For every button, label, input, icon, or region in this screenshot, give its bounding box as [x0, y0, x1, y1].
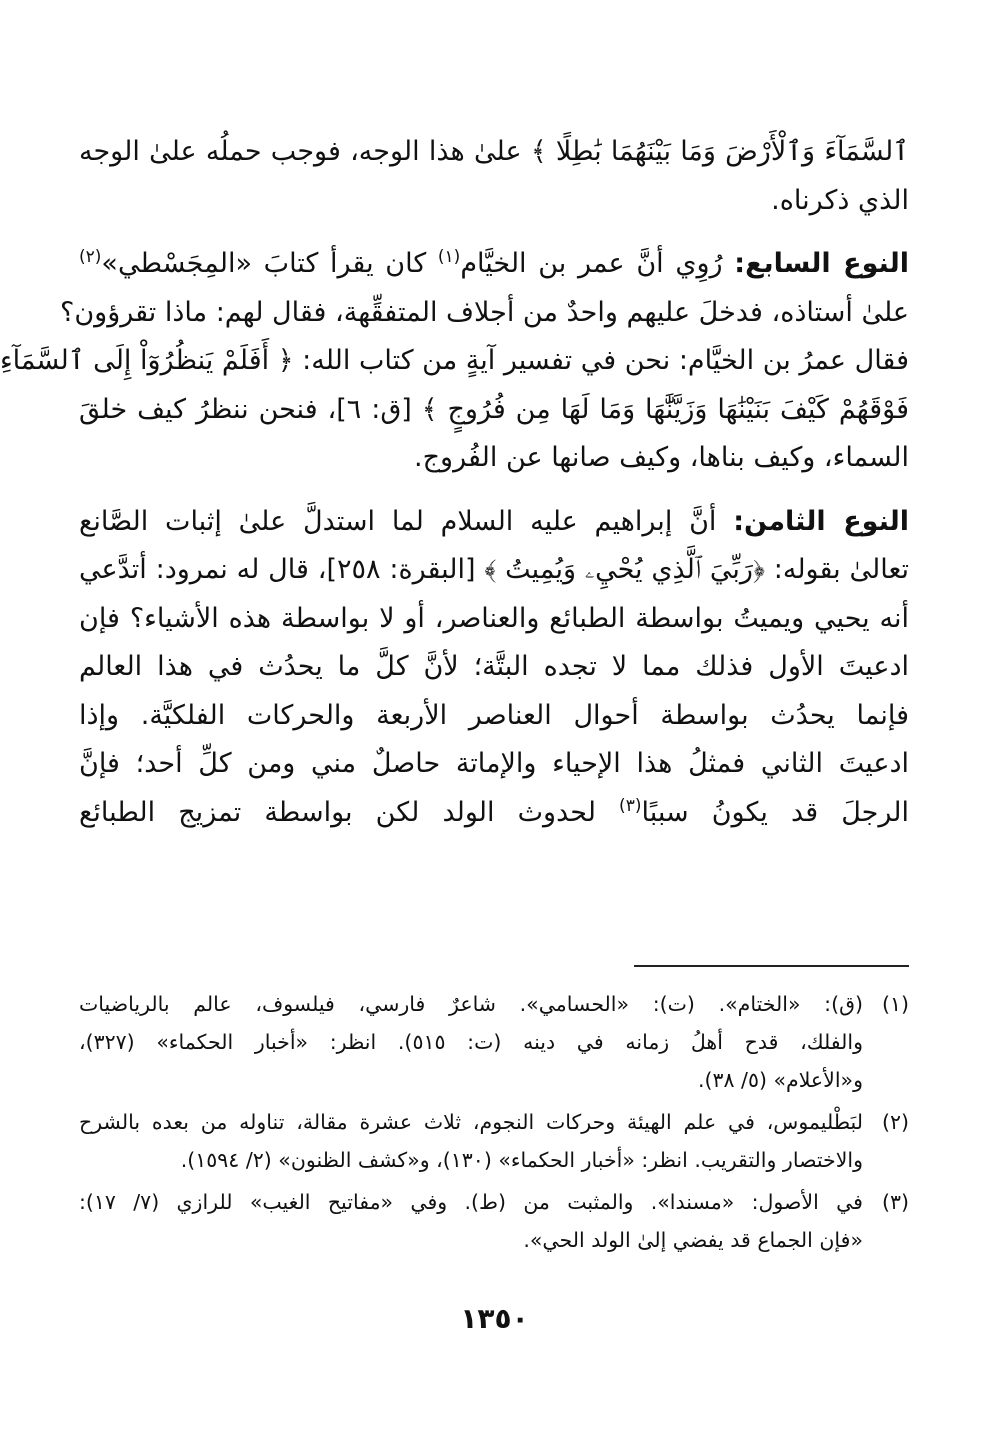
text-line: الذي ذكرناه.	[771, 184, 909, 216]
text-line: فقال عمرُ بن الخيَّام: نحن في تفسير آيةٍ من كتاب الله: ﴿ أَفَلَمْ يَنظُرُوٓاْ إِلَى ٱلسَّمَآءِ	[0, 345, 909, 376]
text-line	[79, 240, 909, 289]
text-line: فإنما يحدُث بواسطة أحوال العناصر الأربعة والحركات الفلكيَّة. وإذا	[79, 699, 909, 731]
text-line: فَوْقَهُمْ كَيْفَ بَنَيْنَٰهَا وَزَيَّنَّٰهَا وَمَا لَهَا مِن فُرُوجٍ ﴾ [ق: ٦]، فنحن ننظرُ كيف خلقَ	[79, 393, 909, 425]
footnote-line: (ق): «الختام». (ت): «الحسامي». شاعرٌ فارسي، فيلسوف، عالم بالرياضيات	[79, 992, 863, 1016]
footnote-divider	[634, 965, 909, 967]
footnote-3	[79, 1183, 909, 1259]
page-number: ١٣٥٠	[460, 1302, 529, 1335]
text-line: ادعيتَ الأول فذلك مما لا تجده البتَّة؛ لأنَّ كلَّ ما يحدُث في هذا العالم	[79, 651, 909, 682]
footnote-number: (٣)	[881, 1190, 909, 1214]
section-heading: النوع السابع:	[734, 248, 909, 279]
footnote-line: و«الأعلام» (٥/ ٣٨).	[697, 1068, 863, 1092]
footnote-ref: (٢)	[79, 247, 102, 267]
footnote-number: (٢)	[881, 1110, 909, 1134]
footnote-1	[79, 985, 909, 1099]
footnotes	[79, 985, 909, 1263]
text-line	[79, 498, 909, 547]
footnote-body	[79, 1103, 863, 1179]
section-heading: النوع الثامن:	[733, 505, 909, 537]
footnote-ref: (١)	[437, 247, 461, 267]
text-segment: الرجلَ قد يكونُ سببًا	[641, 796, 909, 828]
footnote-line: «فإن الجماع قد يفضي إلىٰ الولد الحي».	[523, 1228, 863, 1252]
text-line: أنه يحيي ويميتُ بواسطة الطبائع والعناصر، أو لا بواسطة هذه الأشياء؟ فإن	[79, 602, 909, 634]
footnote-line: والفلك، قدح أهلُ زمانه في دينه (ت: ٥١٥). انظر: «أخبار الحكماء» (٣٢٧)،	[79, 1030, 864, 1054]
text-segment: كان يقرأ كتابَ «المِجَسْطي»	[101, 248, 427, 279]
text-line: السماء، وكيف بناها، وكيف صانها عن الفُروج.	[414, 442, 909, 473]
text-line: تعالىٰ بقوله: ﴿رَبِّيَ ٱلَّذِي يُحْيِۦ وَيُمِيتُ ﴾ [البقرة: ٢٥٨]، قال له نمرود: أتدَّعي	[79, 554, 909, 585]
footnote-line: في الأصول: «مسندا». والمثبت من (ط). وفي «مفاتيح الغيب» للرازي (٧/ ١٧):	[79, 1190, 863, 1214]
footnote-body	[79, 1183, 863, 1259]
text-line: ٱلسَّمَآءَ وَٱلْأَرْضَ وَمَا بَيْنَهُمَا بَٰطِلًا ﴾ علىٰ هذا الوجه، فوجب حملُه علىٰ الوجه	[79, 136, 909, 167]
footnote-number: (١)	[881, 992, 909, 1016]
footnote-ref: (٣)	[619, 795, 642, 816]
paragraph-type-eight	[79, 498, 909, 838]
text-segment: لحدوث الولد لكن بواسطة تمزيج الطبائع	[79, 796, 596, 828]
main-text	[0, 128, 909, 852]
paragraph-type-seven	[0, 240, 909, 483]
text-line	[79, 789, 909, 838]
footnote-2	[79, 1103, 909, 1179]
paragraph-1	[79, 128, 909, 225]
text-segment: أنَّ إبراهيم عليه السلام لما استدلَّ علىٰ إثبات الصَّانع	[79, 505, 717, 537]
text-segment: رُوِي أنَّ عمر بن الخيَّام	[460, 248, 723, 279]
footnote-body	[79, 985, 863, 1099]
footnote-line: والاختصار والتقريب. انظر: «أخبار الحكماء» (١٣٠)، و«كشف الظنون» (٢/ ١٥٩٤).	[180, 1148, 863, 1172]
text-line: علىٰ أستاذه، فدخلَ عليهم واحدٌ من أجلاف المتفقِّهة، فقال لهم: ماذا تقرؤون؟	[60, 296, 909, 328]
text-line: ادعيتَ الثاني فمثلُ هذا الإحياء والإماتة حاصلٌ مني ومن كلِّ أحد؛ فإنَّ	[79, 748, 909, 779]
footnote-line: لبَطْليموس، في علم الهيئة وحركات النجوم، ثلاث عشرة مقالة، تناوله من بعده بالشرح	[79, 1110, 863, 1134]
